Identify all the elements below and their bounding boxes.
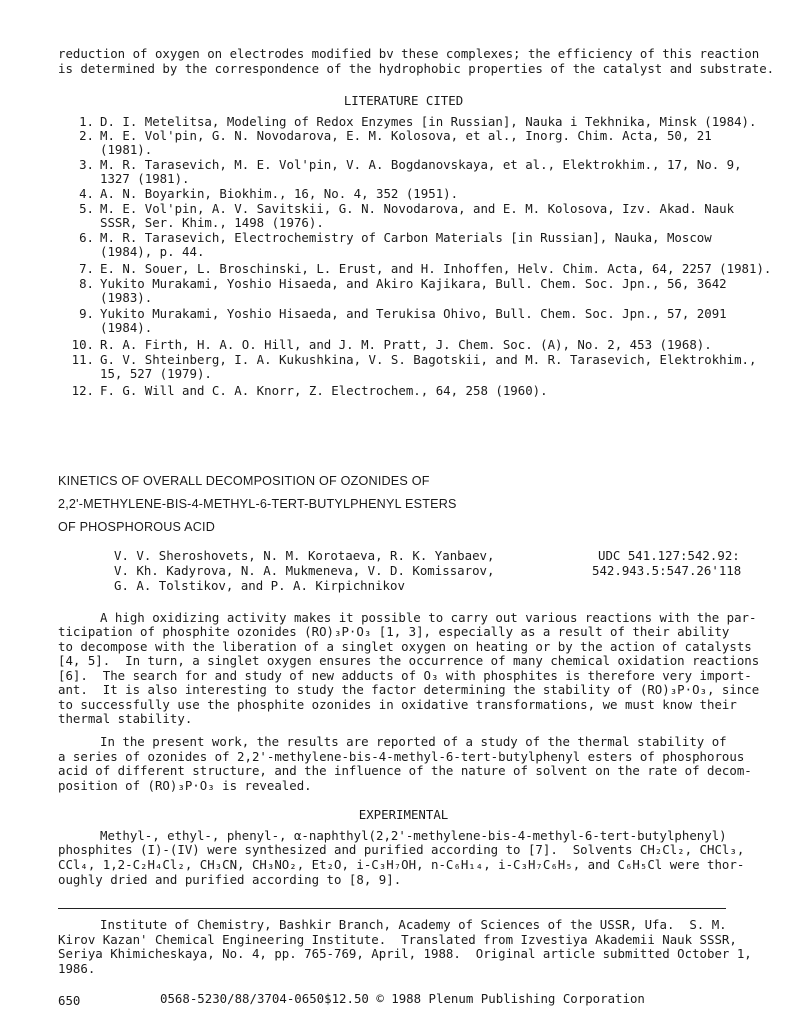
reference-text: R. A. Firth, H. A. O. Hill, and J. M. Pratt, J. Chem. Soc. (A), No. 2, 453 (1968). [100,337,712,352]
author-line: G. A. Tolstikov, and P. A. Kirpichnikov [114,578,405,593]
reference-text: D. I. Metelitsa, Modeling of Redox Enzymes [in Russian], Nauka i Tekhnika, Minsk (1984). [100,114,757,129]
text-line: 1986. [58,961,96,976]
text-line: to decompose with the liberation of a singlet oxygen on heating or by the action of catalysts [58,639,752,654]
reference-number: 7. [79,261,94,276]
reference-text: (1983). [100,290,153,305]
reference-text: F. G. Will and C. A. Knorr, Z. Electrochem., 64, 258 (1960). [100,383,548,398]
copyright-line: 0568-5230/88/3704-0650$12.50 © 1988 Plenum Publishing Corporation [160,991,645,1006]
text-line: Kirov Kazan' Chemical Engineering Institute. Translated from Izvestiya Akademii Nauk SSSR, [58,932,737,947]
reference-number: 2. [79,128,94,143]
udc-line: 542.943.5:547.26'118 [592,563,742,578]
reference-text: 15, 527 (1979). [100,366,212,381]
literature-heading: LITERATURE CITED [343,93,464,108]
author-line: V. V. Sheroshovets, N. M. Korotaeva, R. K. Yanbaev, [114,548,495,563]
reference-number: 11. [71,352,94,367]
footnote-rule [58,908,726,909]
reference-number: 1. [79,114,94,129]
reference-text: G. V. Shteinberg, I. A. Kukushkina, V. S. Bagotskii, and M. R. Tarasevich, Elektrokhim., [100,352,757,367]
text-line: phosphites (I)-(IV) were synthesized and purified according to [7]. Solvents CH₂Cl₂, CHCl₃, [58,842,745,857]
text-line: to successfully use the phosphite ozonides in oxidative transformations, we must know their [58,697,737,712]
reference-text: SSSR, Ser. Khim., 1498 (1976). [100,215,324,230]
text-line: In the present work, the results are reported of a study of the thermal stability of [100,734,727,749]
reference-number: 6. [79,230,94,245]
text-line: position of (RO)₃P·O₃ is revealed. [58,778,312,793]
reference-text: M. E. Vol'pin, G. N. Novodarova, E. M. Kolosova, et al., Inorg. Chim. Acta, 50, 21 [100,128,712,143]
reference-text: A. N. Boyarkin, Biokhim., 16, No. 4, 352 (1951). [100,186,459,201]
text-line: ticipation of phosphite ozonides (RO)₃P·O₃ [1, 3], especially as a result of their ability [58,624,730,639]
text-line: CCl₄, 1,2-C₂H₄Cl₂, CH₃CN, CH₃NO₂, Et₂O, i-C₃H₇OH, n-C₆H₁₄, i-C₃H₇C₆H₅, and C₆H₅Cl were thor- [58,857,745,872]
text-line: A high oxidizing activity makes it possible to carry out various reactions with the par- [100,610,757,625]
text-line: is determined by the correspondence of the hydrophobic properties of the catalyst and substrate. [58,61,775,76]
reference-text: Yukito Murakami, Yoshio Hisaeda, and Terukisa Ohivo, Bull. Chem. Soc. Jpn., 57, 2091 [100,306,727,321]
title-line: KINETICS OF OVERALL DECOMPOSITION OF OZONIDES OF [58,474,430,488]
text-line: Institute of Chemistry, Bashkir Branch, Academy of Sciences of the USSR, Ufa. S. M. [100,917,727,932]
reference-text: E. N. Souer, L. Broschinski, L. Erust, and H. Inhoffen, Helv. Chim. Acta, 64, 2257 (1981). [100,261,772,276]
text-line: Methyl-, ethyl-, phenyl-, α-naphthyl(2,2'-methylene-bis-4-methyl-6-tert-butylphenyl) [100,828,727,843]
text-line: reduction of oxygen on electrodes modified bv these complexes; the efficiency of this reaction [58,46,760,61]
reference-text: M. R. Tarasevich, M. E. Vol'pin, V. A. Bogdanovskaya, et al., Elektrokhim., 17, No. 9, [100,157,742,172]
reference-text: (1984), p. 44. [100,244,205,259]
reference-text: (1981). [100,142,153,157]
reference-text: Yukito Murakami, Yoshio Hisaeda, and Akiro Kajikara, Bull. Chem. Soc. Jpn., 56, 3642 [100,276,727,291]
text-line: [6]. The search for and study of new adducts of O₃ with phosphites is therefore very import- [58,668,752,683]
reference-text: M. E. Vol'pin, A. V. Savitskii, G. N. Novodarova, and E. M. Kolosova, Izv. Akad. Nauk [100,201,735,216]
text-line: thermal stability. [58,711,193,726]
reference-text: (1984). [100,320,153,335]
text-line: acid of different structure, and the influence of the nature of solvent on the rate of decom- [58,763,752,778]
reference-text: 1327 (1981). [100,171,190,186]
reference-number: 5. [79,201,94,216]
reference-number: 3. [79,157,94,172]
reference-number: 9. [79,306,94,321]
experimental-heading: EXPERIMENTAL [358,807,449,822]
reference-number: 12. [71,383,94,398]
page-number: 650 [58,993,81,1008]
reference-text: M. R. Tarasevich, Electrochemistry of Carbon Materials [in Russian], Nauka, Moscow [100,230,712,245]
title-line: OF PHOSPHOROUS ACID [58,520,216,534]
text-line: ant. It is also interesting to study the factor determining the stability of (RO)₃P·O₃, since [58,682,760,697]
text-line: [4, 5]. In turn, a singlet oxygen ensures the occurrence of many chemical oxidation reactions [58,653,760,668]
title-line: 2,2'-METHYLENE-BIS-4-METHYL-6-TERT-BUTYLPHENYL ESTERS [58,497,457,511]
author-line: V. Kh. Kadyrova, N. A. Mukmeneva, V. D. Komissarov, [114,563,495,578]
text-line: oughly dried and purified according to [8, 9]. [58,872,402,887]
reference-number: 4. [79,186,94,201]
reference-number: 8. [79,276,94,291]
udc-line: UDC 541.127:542.92: [598,548,740,563]
text-line: Seriya Khimicheskaya, No. 4, pp. 765-769, April, 1988. Original article submitted October 1, [58,946,752,961]
text-line: a series of ozonides of 2,2'-methylene-bis-4-methyl-6-tert-butylphenyl esters of phosphorous [58,749,745,764]
reference-number: 10. [71,337,94,352]
